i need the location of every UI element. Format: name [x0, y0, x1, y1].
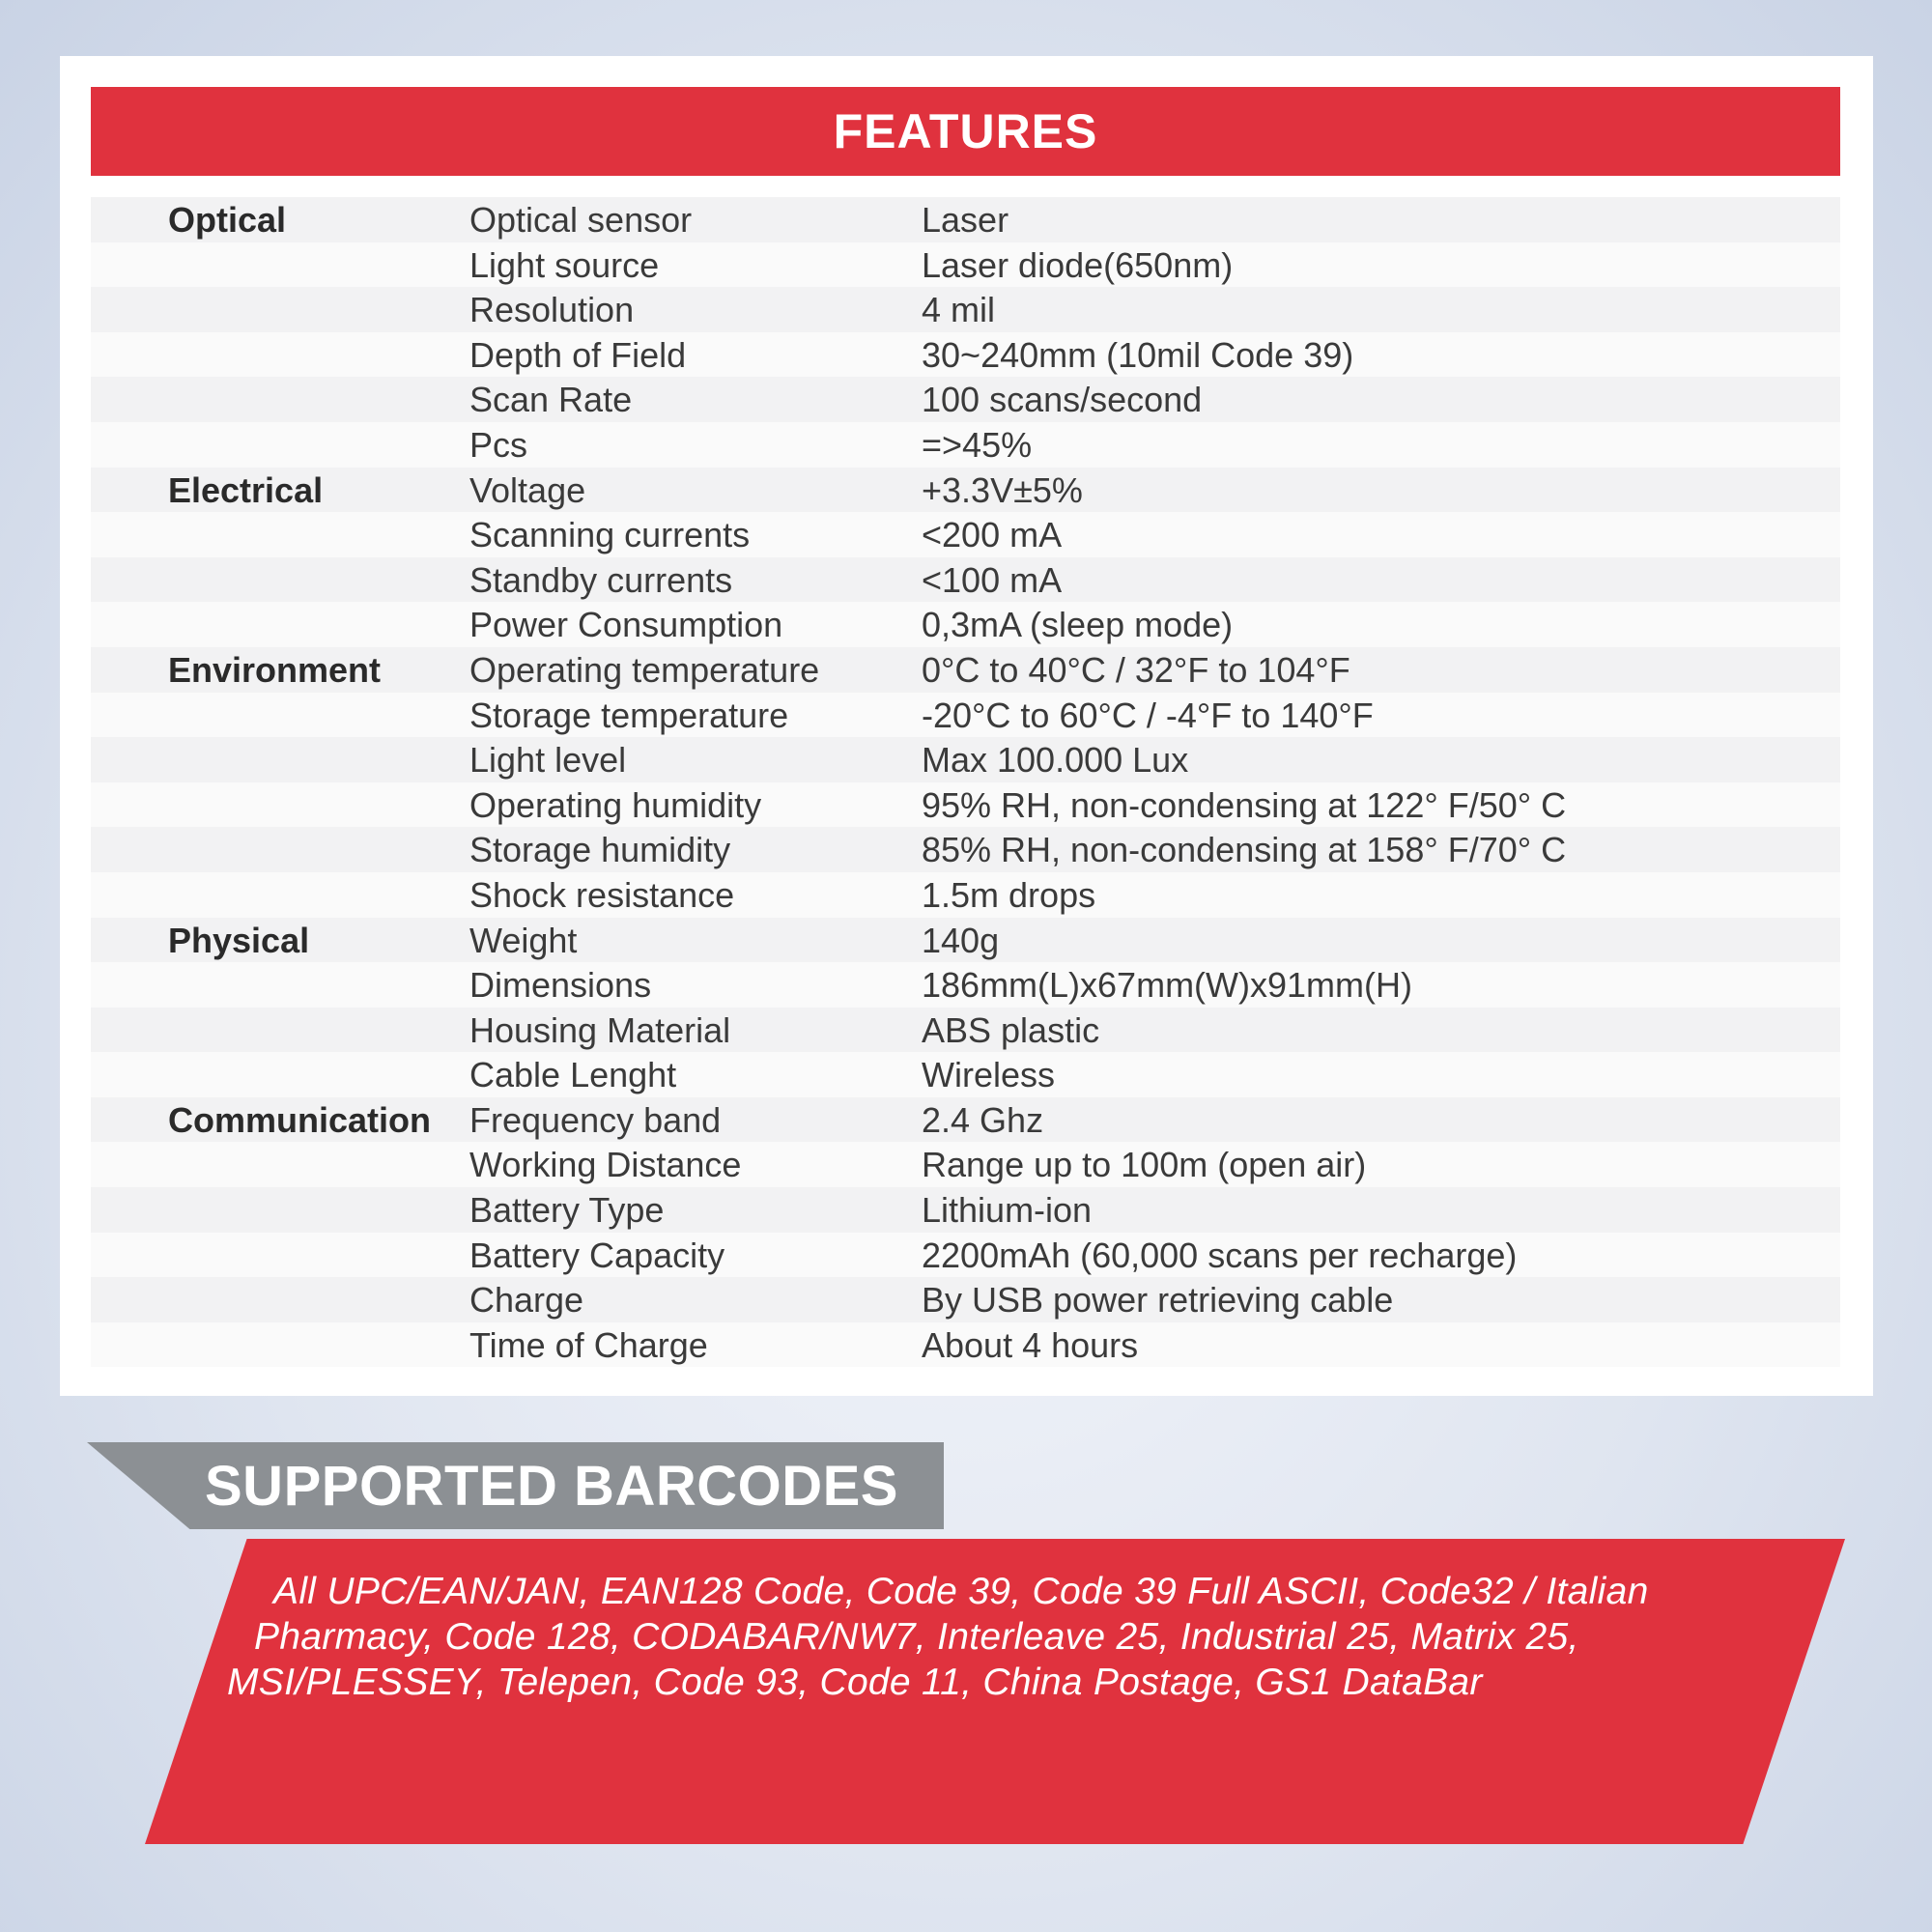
spec-category: Optical — [168, 200, 287, 240]
spec-parameter: Dimensions — [469, 965, 652, 1006]
table-row — [91, 737, 1840, 782]
supported-barcodes-list — [227, 1569, 1792, 1705]
spec-value: Laser — [922, 200, 1009, 240]
spec-parameter: Battery Capacity — [469, 1235, 725, 1275]
spec-value: 186mm(L)x67mm(W)x91mm(H) — [922, 965, 1413, 1006]
spec-parameter: Charge — [469, 1280, 584, 1321]
spec-parameter: Depth of Field — [469, 334, 687, 375]
spec-value: 30~240mm (10mil Code 39) — [922, 334, 1354, 375]
spec-value: Max 100.000 Lux — [922, 740, 1189, 781]
spec-value: 2200mAh (60,000 scans per recharge) — [922, 1235, 1518, 1275]
barcode-list-line: All UPC/EAN/JAN, EAN128 Code, Code 39, Code 39 Full ASCII, Code32 / Italian — [273, 1571, 1649, 1612]
spec-category: Environment — [168, 649, 382, 690]
spec-value: 85% RH, non-condensing at 158° F/70° C — [922, 830, 1567, 870]
spec-parameter: Battery Type — [469, 1190, 665, 1231]
table-row — [91, 1187, 1840, 1233]
barcode-list-line: MSI/PLESSEY, Telepen, Code 93, Code 11, China Postage, GS1 DataBar — [227, 1662, 1483, 1703]
spec-value: ABS plastic — [922, 1009, 1100, 1050]
table-row — [91, 647, 1840, 693]
table-row — [91, 1277, 1840, 1322]
table-row — [91, 872, 1840, 918]
spec-parameter: Power Consumption — [469, 605, 783, 645]
table-row — [91, 1142, 1840, 1187]
spec-value: 0,3mA (sleep mode) — [922, 605, 1234, 645]
spec-parameter: Voltage — [469, 469, 586, 510]
spec-parameter: Storage humidity — [469, 830, 731, 870]
spec-value: Laser diode(650nm) — [922, 244, 1234, 285]
table-row — [91, 602, 1840, 647]
features-title: FEATURES — [91, 87, 1840, 176]
table-row — [91, 1322, 1840, 1368]
spec-parameter: Weight — [469, 920, 578, 960]
spec-parameter: Standby currents — [469, 559, 733, 600]
spec-table — [91, 197, 1840, 1367]
spec-parameter: Optical sensor — [469, 200, 693, 240]
table-row — [91, 918, 1840, 963]
spec-parameter: Working Distance — [469, 1145, 742, 1185]
spec-value: -20°C to 60°C / -4°F to 140°F — [922, 695, 1374, 735]
spec-parameter: Scanning currents — [469, 515, 751, 555]
features-card — [60, 56, 1873, 1396]
table-row — [91, 287, 1840, 332]
spec-parameter: Housing Material — [469, 1009, 731, 1050]
barcode-list-line: Pharmacy, Code 128, CODABAR/NW7, Interleave 25, Industrial 25, Matrix 25, — [254, 1616, 1579, 1658]
supported-barcodes-title: SUPPORTED BARCODES — [205, 1455, 898, 1518]
spec-parameter: Time of Charge — [469, 1324, 708, 1365]
spec-value: 95% RH, non-condensing at 122° F/50° C — [922, 784, 1567, 825]
spec-value: =>45% — [922, 424, 1033, 465]
table-row — [91, 827, 1840, 872]
spec-parameter: Pcs — [469, 424, 528, 465]
spec-parameter: Cable Lenght — [469, 1055, 677, 1095]
table-row — [91, 693, 1840, 738]
spec-category: Electrical — [168, 469, 324, 510]
spec-value: 100 scans/second — [922, 380, 1203, 420]
spec-value: About 4 hours — [922, 1324, 1139, 1365]
table-row — [91, 197, 1840, 242]
table-row — [91, 1097, 1840, 1143]
spec-value: 2.4 Ghz — [922, 1099, 1044, 1140]
table-row — [91, 242, 1840, 288]
spec-parameter: Frequency band — [469, 1099, 722, 1140]
spec-value: +3.3V±5% — [922, 469, 1083, 510]
spec-value: By USB power retrieving cable — [922, 1280, 1394, 1321]
spec-parameter: Operating temperature — [469, 649, 820, 690]
spec-value: Lithium-ion — [922, 1190, 1093, 1231]
table-row — [91, 782, 1840, 828]
spec-category: Communication — [168, 1099, 432, 1140]
table-row — [91, 422, 1840, 468]
spec-value: 1.5m drops — [922, 874, 1096, 915]
spec-parameter: Shock resistance — [469, 874, 735, 915]
spec-parameter: Resolution — [469, 290, 635, 330]
spec-parameter: Operating humidity — [469, 784, 762, 825]
spec-value: Wireless — [922, 1055, 1056, 1095]
table-row — [91, 377, 1840, 422]
table-row — [91, 1233, 1840, 1278]
spec-value: <200 mA — [922, 515, 1063, 555]
spec-value: 4 mil — [922, 290, 996, 330]
table-row — [91, 332, 1840, 378]
table-row — [91, 512, 1840, 557]
table-row — [91, 1008, 1840, 1053]
spec-value: Range up to 100m (open air) — [922, 1145, 1367, 1185]
spec-value: 140g — [922, 920, 1000, 960]
spec-value: <100 mA — [922, 559, 1063, 600]
spec-parameter: Light level — [469, 740, 627, 781]
spec-value: 0°C to 40°C / 32°F to 104°F — [922, 649, 1350, 690]
table-row — [91, 1052, 1840, 1097]
table-row — [91, 962, 1840, 1008]
spec-category: Physical — [168, 920, 310, 960]
spec-parameter: Scan Rate — [469, 380, 633, 420]
table-row — [91, 468, 1840, 513]
spec-parameter: Light source — [469, 244, 660, 285]
table-row — [91, 557, 1840, 603]
spec-parameter: Storage temperature — [469, 695, 789, 735]
